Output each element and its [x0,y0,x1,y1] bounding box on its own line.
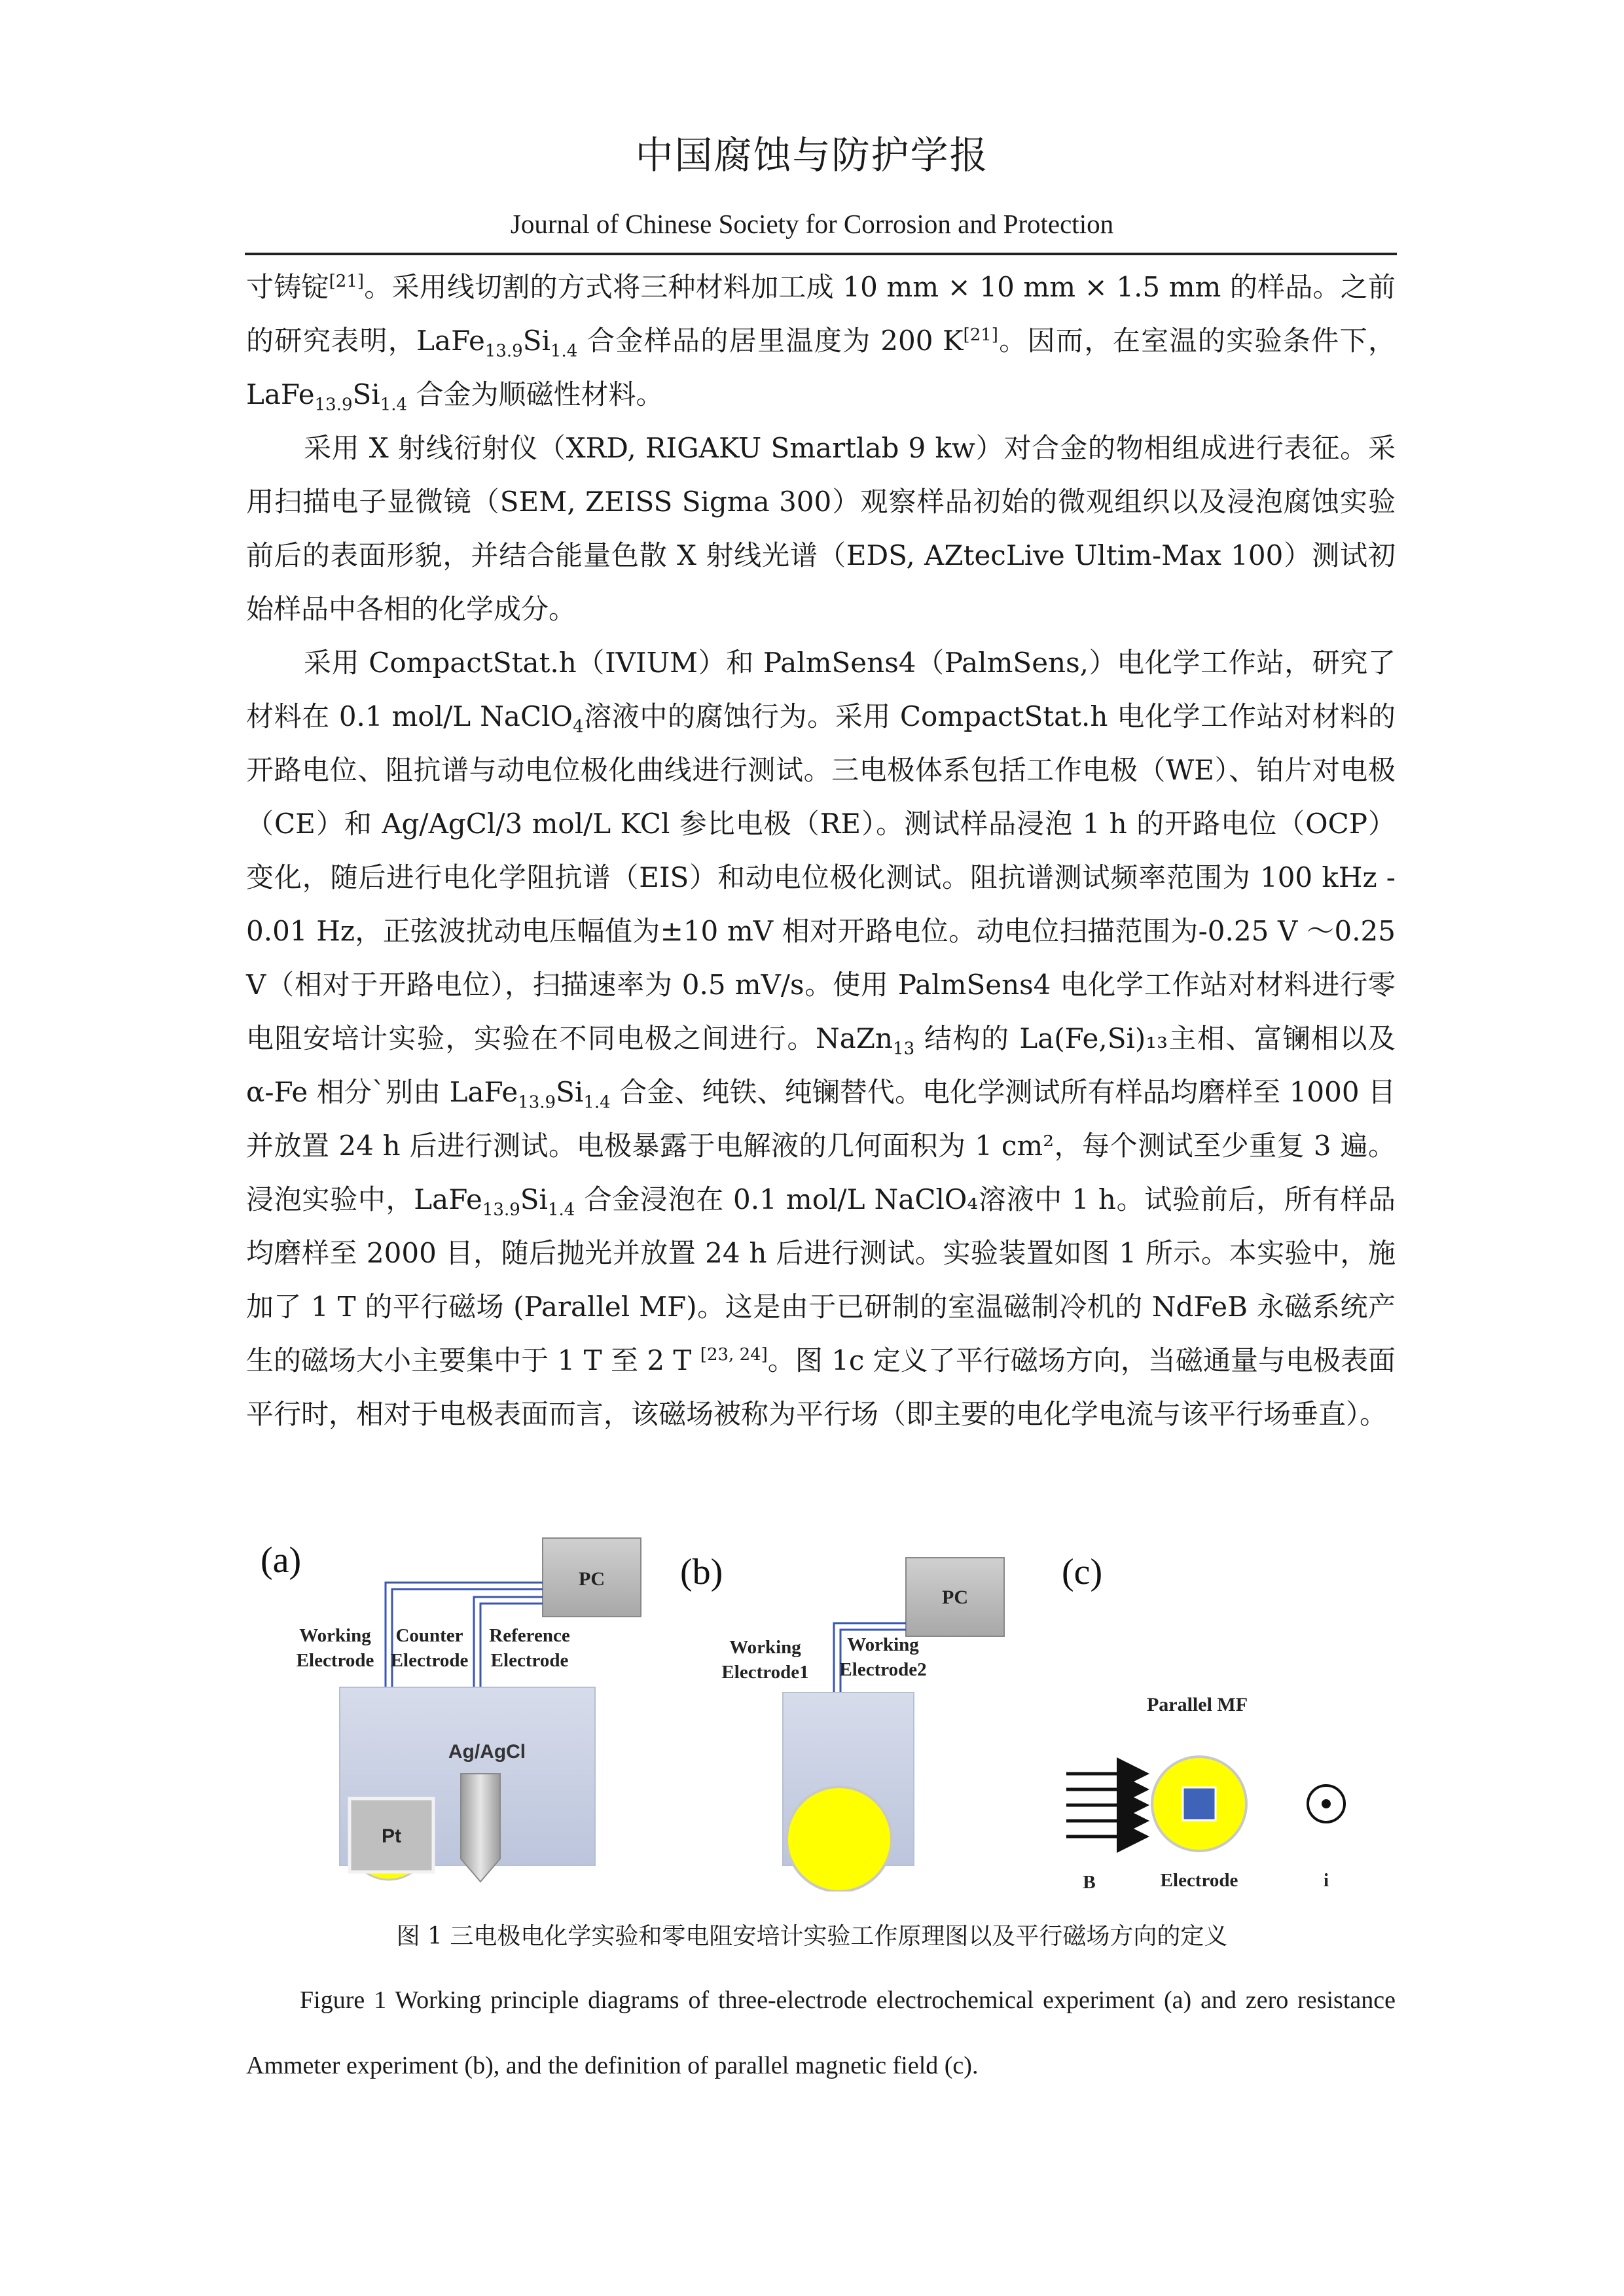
panel-a-label: (a) [261,1540,302,1581]
header-rule [245,253,1397,255]
reference-electrode-label-2: Electrode [490,1650,569,1671]
agagcl-electrode [461,1774,500,1882]
pt-label: Pt [382,1825,401,1847]
electrode-label: Electrode [1160,1870,1238,1891]
journal-title-en: Journal of Chinese Society for Corrosion and Protection [510,209,1114,239]
current-label: i [1323,1870,1329,1891]
working-electrode1-label-2: Electrode1 [721,1662,809,1683]
working-electrode2-label-2: Electrode2 [839,1659,927,1680]
paragraph-2: 采用 X 射线衍射仪（XRD, RIGAKU Smartlab 9 kw）对合金的物相组成进行表征。采用扫描电子显微镜（SEM, ZEISS Sigma 300）观察样品初始的微观组织以及浸泡腐蚀实验前后的表面形貌，并结合能量色散 X 射线光谱（EDS, AZtecLive Ultim-Max 100）测试初始样品中各相的化学成分。 [246,432,1396,625]
figure-caption-cn: 图 1 三电极电化学实验和零电阻安培计实验工作原理图以及平行磁场方向的定义 [396,1923,1228,1950]
b-field-label: B [1083,1872,1096,1892]
citation: [23, 24] [700,1345,768,1365]
working-electrode1-label: Working [729,1637,801,1658]
body-text [246,260,1396,1441]
figure-1-diagram [245,1525,1397,1892]
panel-b-label: (b) [680,1552,723,1592]
parallel-mf-title: Parallel MF [1146,1694,1248,1715]
counter-electrode-label: Counter [395,1625,463,1646]
panel-c [1062,1552,1344,1892]
panel-c-label: (c) [1062,1552,1103,1592]
figure-1 [245,1525,1397,1892]
pc-label-b: PC [942,1587,968,1608]
figure-caption-en: Figure 1 Working principle diagrams of three-electrode electrochemical experiment (a) and zero resistance Ammeter experiment (b), and the definition of parallel magnetic field (c). [246,1986,1396,2079]
citation: [21] [329,272,365,291]
panel-b [680,1552,1004,1892]
pc-label: PC [579,1568,605,1590]
working-electrode-label: Working [299,1625,371,1646]
journal-title-cn: 中国腐蚀与防护学报 [635,133,989,177]
reference-electrode-label: Reference [489,1625,570,1646]
electrode-square [1183,1787,1216,1820]
counter-electrode-label-2: Electrode [390,1650,469,1671]
paragraph-1: 寸铸锭[21]。采用线切割的方式将三种材料加工成 10 mm × 10 mm × 1.5 mm 的样品。之前的研究表明，$LaFe_{13.9}Si_{1.4}$ 合金样品的居里温度为 200 K[21]。因而，在室温的实验条件下，$LaFe_{13.9}Si_{1.4}$ 合金为顺磁性材料。 [246,271,1396,415]
working-electrode2-label: Working [847,1634,919,1655]
paragraph-3: 采用 CompactStat.h（IVIUM）和 PalmSens4（PalmSens,）电化学工作站，研究了材料在 0.1 mol/L NaClO$_4$溶液中的腐蚀行为。采用 CompactStat.h 电化学工作站对材料的开路电位、阻抗谱与动电位极化曲线进行测试。三电极体系包括工作电极（WE）、铂片对电极（CE）和 Ag/AgCl/3 mol/L KCl 参比电极（RE）。测试样品浸泡 1 h 的开路电位（OCP）变化，随后进行电化学阻抗谱（EIS）和动电位极化测试。阻抗谱测试频率范围为 100 kHz - 0.01 Hz，正弦波扰动电压幅值为±10 mV 相对开路电位。动电位扫描范围为-0.25 V ～0.25 V（相对于开路电位），扫描速率为 0.5 mV/s。使用 PalmSens4 电化学工作站对材料进行零电阻安培计实验，实验在不同电极之间进行。NaZn$_{13}$ 结构的 La(Fe,Si)₁₃主相、富镧相以及 α-Fe 相分`别由 $LaFe_{13.9}Si_{1.4}$ 合金、纯铁、纯镧替代。电化学测试所有样品均磨样至 1000 目并放置 24 h 后进行测试。电极暴露于电解液的几何面积为 1 cm²，每个测试至少重复 3 遍。浸泡实验中，$LaFe_{13.9}Si_{1.4}$ 合金浸泡在 0.1 mol/L NaClO₄溶液中 1 h。试验前后，所有样品均磨样至 2000 目，随后抛光并放置 24 h 后进行测试。实验装置如图 1 所示。本实验中，施加了 1 T 的平行磁场 (Parallel MF)。这是由于已研制的室温磁制冷机的 NdFeB 永磁系统产生的磁场大小主要集中于 1 T 至 2 T [23, 24]。图 1c 定义了平行磁场方向，当磁通量与电极表面平行时，相对于电极表面而言，该磁场被称为平行场（即主要的电化学电流与该平行场垂直）。 [246,647,1396,1430]
agagcl-label: Ag/AgCl [448,1741,526,1763]
panel-a [261,1538,641,1882]
working-electrode-b [787,1787,892,1892]
current-out-of-page-icon [1308,1785,1344,1822]
magnetic-field-arrows [1066,1774,1143,1837]
citation: [21] [963,325,998,345]
working-electrode-label-2: Electrode [296,1650,374,1671]
